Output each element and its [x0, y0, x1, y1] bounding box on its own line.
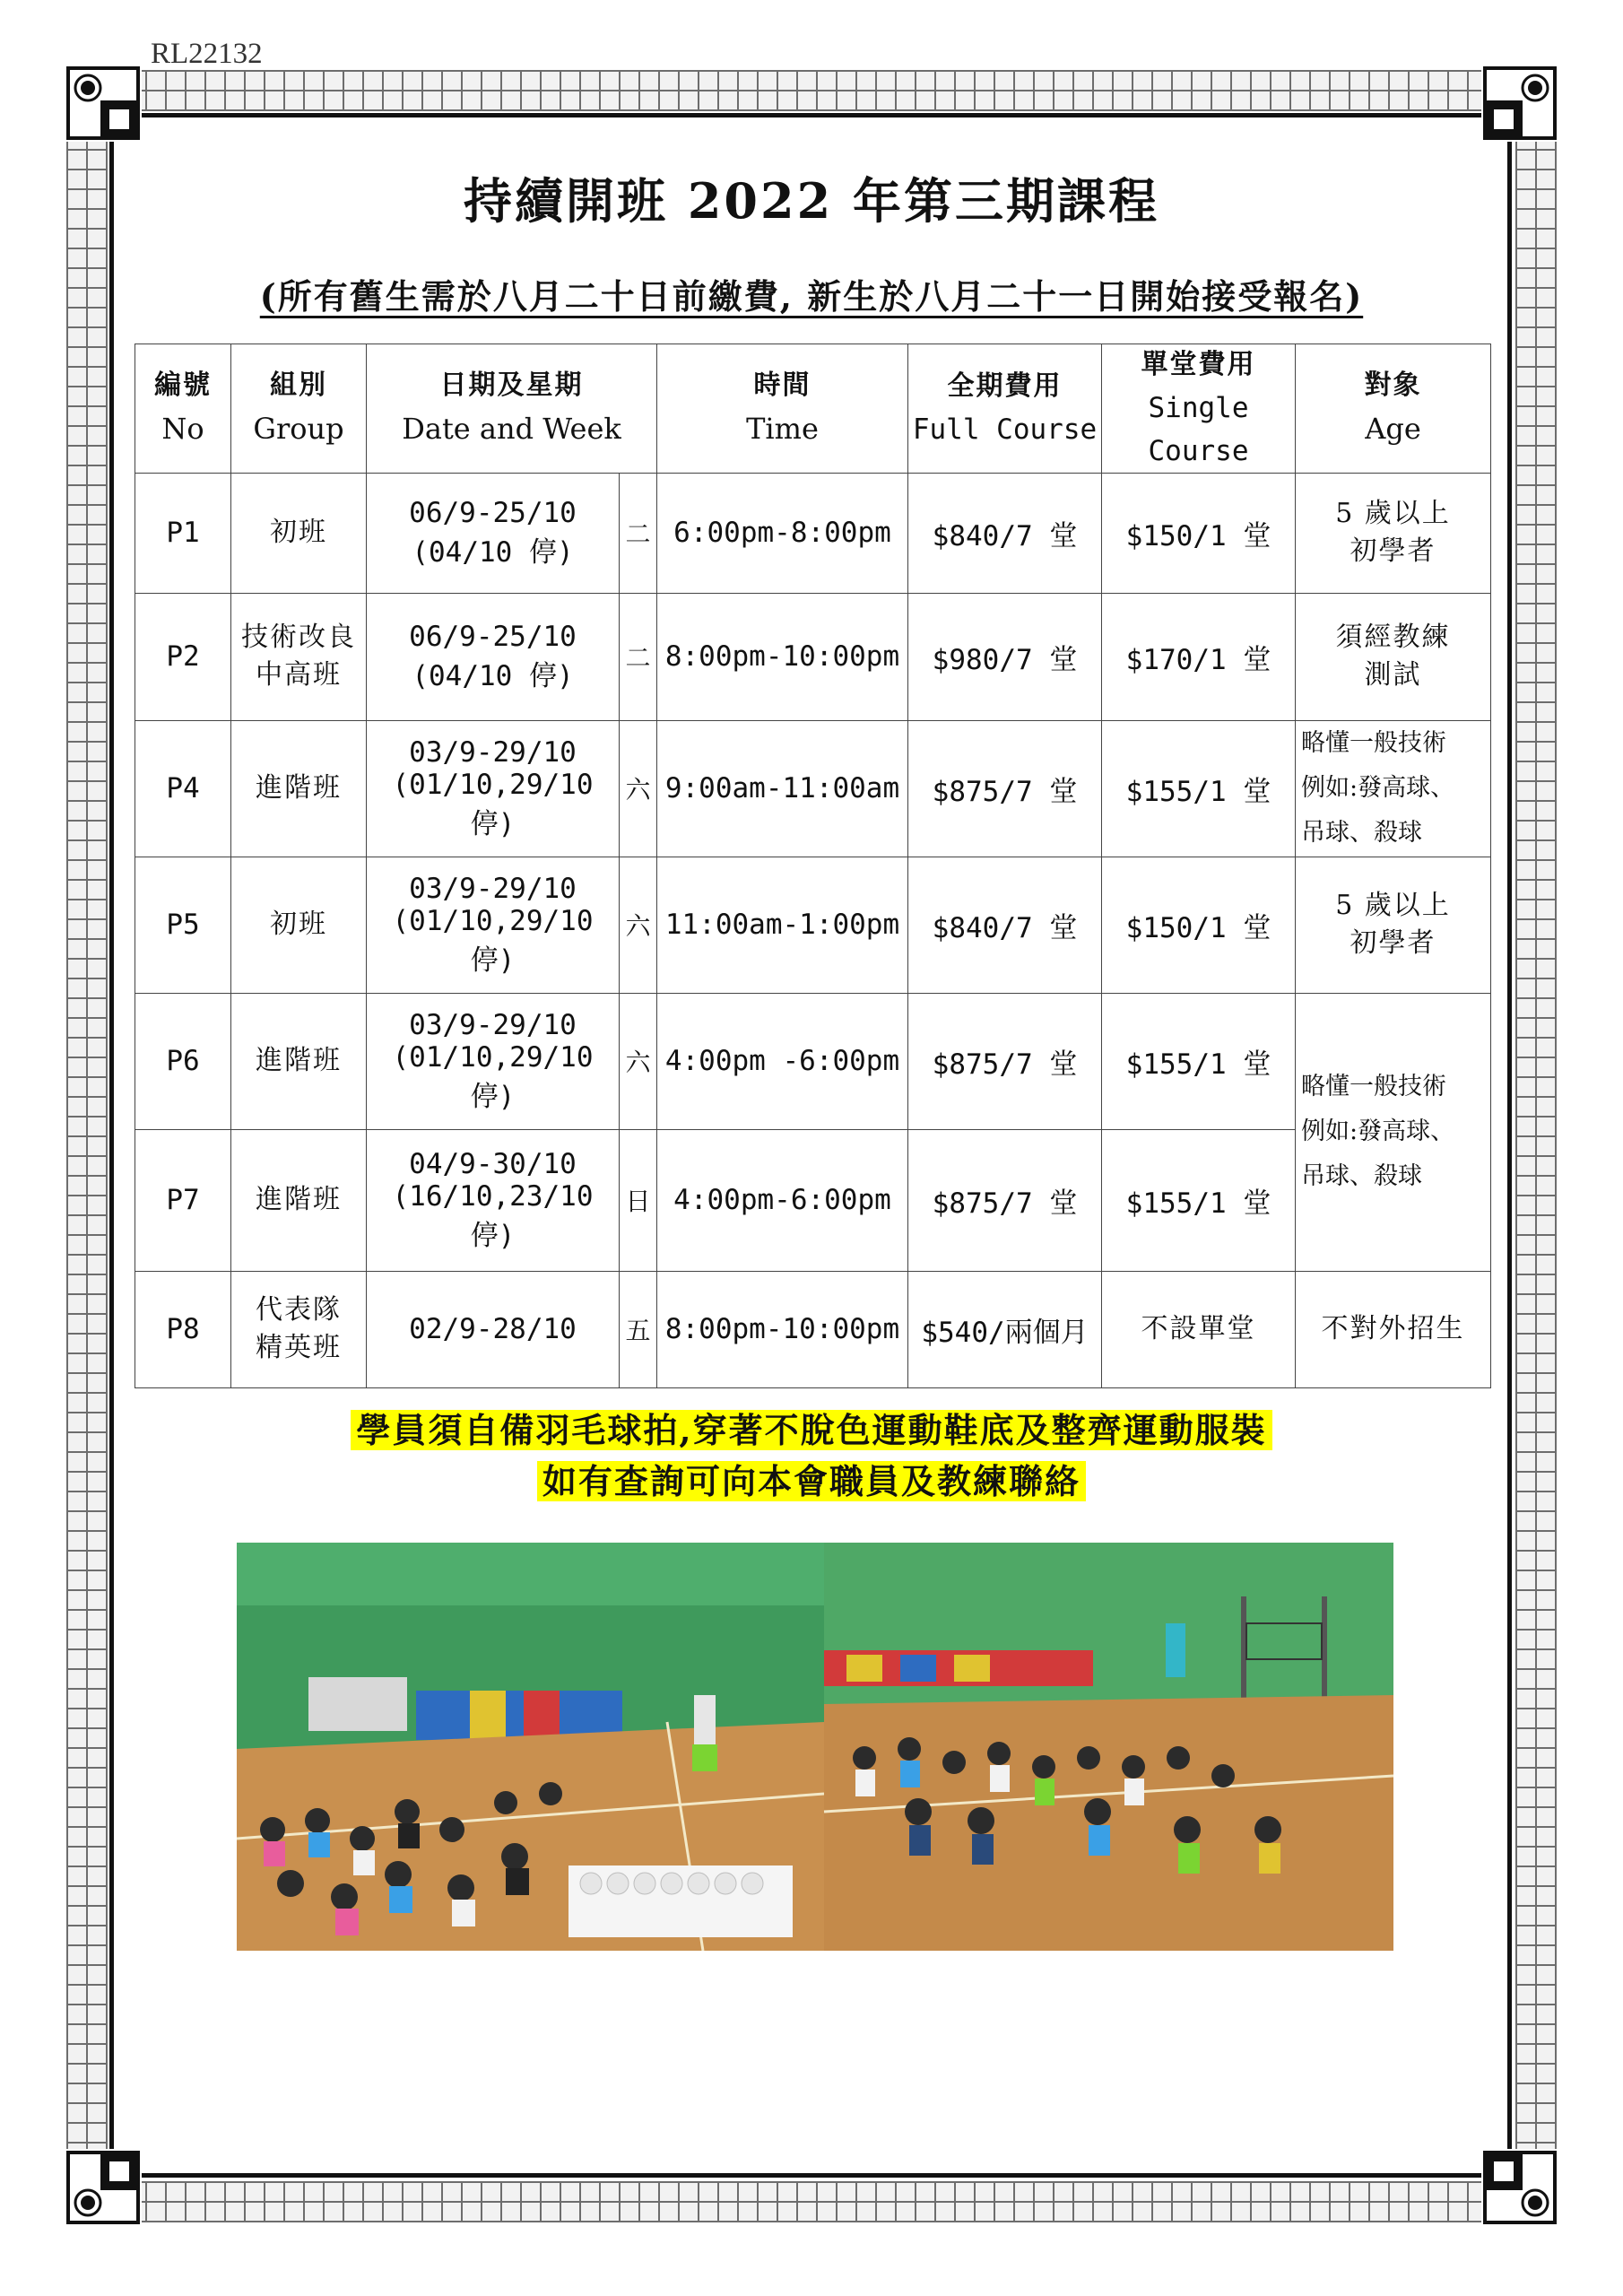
frame-corner-ornament-icon [65, 2149, 142, 2226]
table-header-row [135, 344, 1491, 474]
cell-group: 進階班 [231, 1129, 367, 1271]
cell-day: 六 [620, 993, 657, 1129]
table-row [135, 1129, 1491, 1271]
cell-age: 須經教練 測試 [1296, 593, 1491, 720]
cell-date: 06/9-25/10 (04/10 停) [367, 473, 620, 593]
table-row [135, 593, 1491, 720]
cell-date: 03/9-29/10 (01/10,29/10 停) [367, 720, 620, 857]
table-row [135, 1271, 1491, 1387]
frame-corner-ornament-icon [65, 65, 142, 142]
cell-full-fee: $840/7 堂 [908, 857, 1102, 993]
cell-no: P6 [135, 993, 231, 1129]
cell-no: P1 [135, 473, 231, 593]
cell-full-fee: $840/7 堂 [908, 473, 1102, 593]
cell-day: 日 [620, 1129, 657, 1271]
cell-date: 02/9-28/10 [367, 1271, 620, 1387]
table-row [135, 993, 1491, 1129]
equipment-notice [0, 1405, 1623, 1507]
cell-single-fee: $150/1 堂 [1102, 473, 1296, 593]
table-row [135, 720, 1491, 857]
course-schedule-table [135, 344, 1491, 1388]
header-full-course: 全期費用 Full Course [908, 344, 1102, 474]
cell-date: 04/9-30/10 (16/10,23/10 停) [367, 1129, 620, 1271]
cell-date: 03/9-29/10 (01/10,29/10 停) [367, 857, 620, 993]
cell-date: 03/9-29/10 (01/10,29/10 停) [367, 993, 620, 1129]
page-title: 持續開班 2022 年第三期課程 [464, 172, 1159, 230]
cell-age: 不對外招生 [1296, 1271, 1491, 1387]
frame-border-top [66, 70, 1557, 111]
header-single-course: 單堂費用 Single Course [1102, 344, 1296, 474]
cell-time: 11:00am-1:00pm [657, 857, 908, 993]
cell-day: 二 [620, 593, 657, 720]
cell-day: 五 [620, 1271, 657, 1387]
frame-corner-ornament-icon [1481, 65, 1558, 142]
cell-age: 略懂一般技術 例如:發高球、 吊球、殺球 [1296, 993, 1491, 1271]
table-row [135, 857, 1491, 993]
header-date: 日期及星期 Date and Week [367, 344, 657, 474]
cell-group: 進階班 [231, 993, 367, 1129]
frame-border-right [1515, 70, 1557, 2222]
header-age: 對象 Age [1296, 344, 1491, 474]
header-time: 時間 Time [657, 344, 908, 474]
cell-full-fee: $875/7 堂 [908, 993, 1102, 1129]
cell-single-fee: $150/1 堂 [1102, 857, 1296, 993]
table-row [135, 473, 1491, 593]
cell-single-fee: $155/1 堂 [1102, 1129, 1296, 1271]
cell-time: 4:00pm -6:00pm [657, 993, 908, 1129]
cell-no: P8 [135, 1271, 231, 1387]
cell-full-fee: $540/兩個月 [908, 1271, 1102, 1387]
notice-line-2: 如有查詢可向本會職員及教練聯絡 [537, 1461, 1086, 1501]
cell-group: 技術改良 中高班 [231, 593, 367, 720]
cell-time: 8:00pm-10:00pm [657, 1271, 908, 1387]
header-group: 組別 Group [231, 344, 367, 474]
cell-full-fee: $980/7 堂 [908, 593, 1102, 720]
cell-full-fee: $875/7 堂 [908, 720, 1102, 857]
cell-day: 六 [620, 720, 657, 857]
badminton-class-photo [237, 1543, 1393, 1951]
cell-single-fee: $170/1 堂 [1102, 593, 1296, 720]
cell-age: 5 歲以上 初學者 [1296, 857, 1491, 993]
header-no: 編號 No [135, 344, 231, 474]
frame-border-bottom [66, 2181, 1557, 2222]
frame-corner-ornament-icon [1481, 2149, 1558, 2226]
cell-day: 六 [620, 857, 657, 993]
cell-day: 二 [620, 473, 657, 593]
cell-group: 初班 [231, 473, 367, 593]
cell-group: 代表隊 精英班 [231, 1271, 367, 1387]
cell-group: 初班 [231, 857, 367, 993]
registration-note: (所有舊生需於八月二十日前繳費, 新生於八月二十一日開始接受報名) [259, 276, 1364, 317]
cell-time: 4:00pm-6:00pm [657, 1129, 908, 1271]
cell-time: 6:00pm-8:00pm [657, 473, 908, 593]
cell-no: P2 [135, 593, 231, 720]
cell-age: 5 歲以上 初學者 [1296, 473, 1491, 593]
cell-no: P4 [135, 720, 231, 857]
cell-no: P7 [135, 1129, 231, 1271]
cell-time: 8:00pm-10:00pm [657, 593, 908, 720]
cell-no: P5 [135, 857, 231, 993]
cell-age: 略懂一般技術 例如:發高球、 吊球、殺球 [1296, 720, 1491, 857]
cell-full-fee: $875/7 堂 [908, 1129, 1102, 1271]
cell-group: 進階班 [231, 720, 367, 857]
cell-single-fee: $155/1 堂 [1102, 720, 1296, 857]
cell-single-fee: 不設單堂 [1102, 1271, 1296, 1387]
notice-line-1: 學員須自備羽毛球拍,穿著不脫色運動鞋底及整齊運動服裝 [351, 1410, 1271, 1450]
cell-single-fee: $155/1 堂 [1102, 993, 1296, 1129]
cell-date: 06/9-25/10 (04/10 停) [367, 593, 620, 720]
frame-border-left [66, 70, 108, 2222]
cell-time: 9:00am-11:00am [657, 720, 908, 857]
document-id: RL22132 [151, 38, 263, 70]
